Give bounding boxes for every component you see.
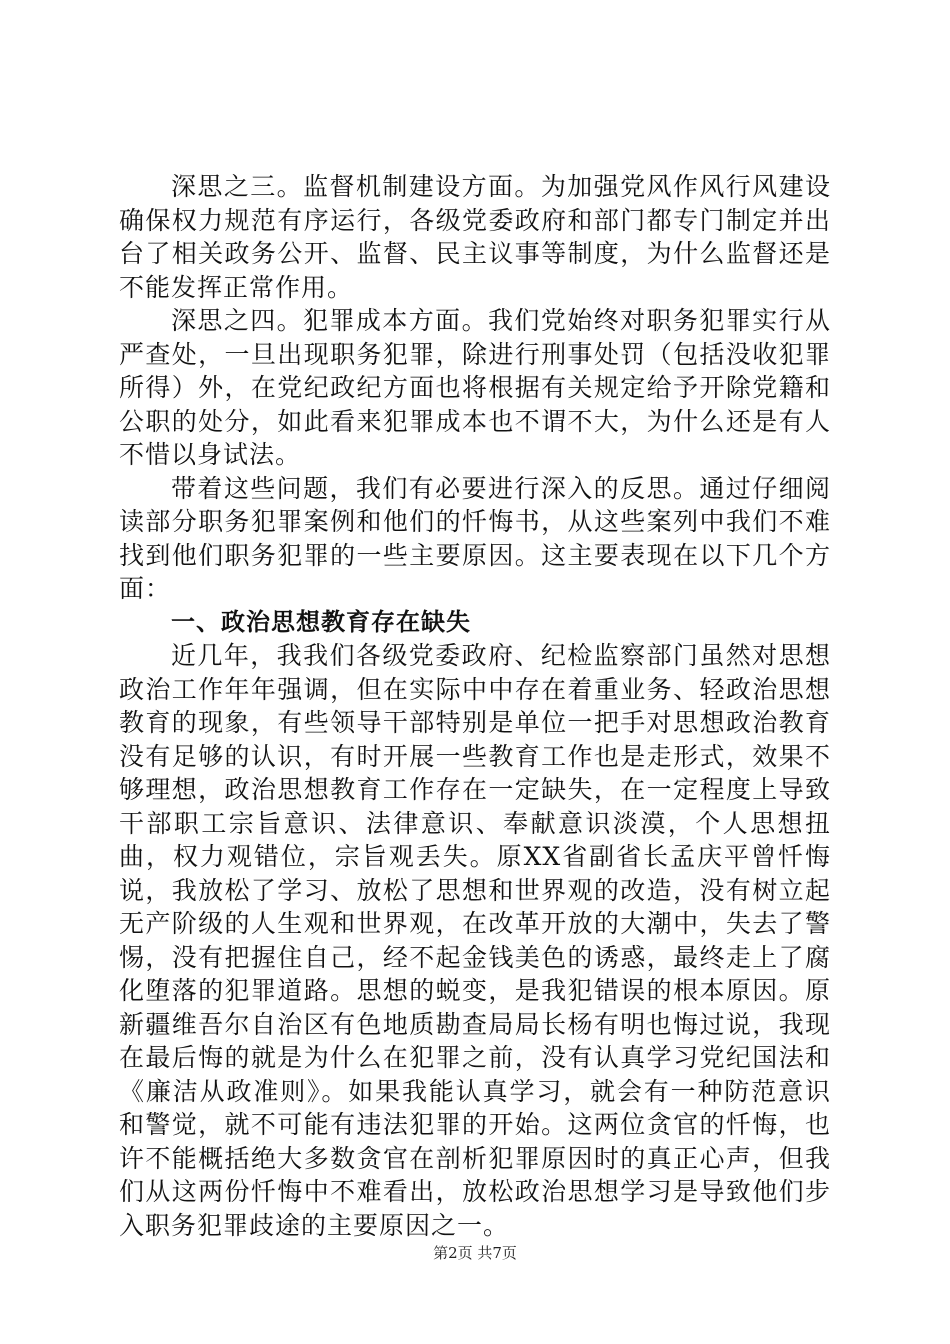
paragraph-crime-cost: 深思之四。犯罪成本方面。我们党始终对职务犯罪实行从严查处，一旦出现职务犯罪，除进行刑事处罚（包括没收犯罪所得）外，在党纪政纪方面也将根据有关规定给予开除党籍和公职的处分，如此看来犯罪成本也不谓不大，为什么还是有人不惜以身试法。 — [119, 306, 831, 469]
section-heading: 一、政治思想教育存在缺失 — [171, 607, 471, 636]
document-body — [119, 170, 831, 1242]
paragraph-reflection: 带着这些问题，我们有必要进行深入的反思。通过仔细阅读部分职务犯罪案例和他们的忏悔书，从这些案列中我们不难找到他们职务犯罪的一些主要原因。这主要表现在以下几个方面： — [119, 473, 831, 603]
paragraph-oversight-mechanism: 深思之三。监督机制建设方面。为加强党风作风行风建设确保权力规范有序运行，各级党委政府和部门都专门制定并出台了相关政务公开、监督、民主议事等制度，为什么监督还是不能发挥正常作用。 — [119, 172, 831, 302]
paragraph-political-education: 近几年，我我们各级党委政府、纪检监察部门虽然对思想政治工作年年强调，但在实际中中存在着重业务、轻政治思想教育的现象，有些领导干部特别是单位一把手对思想政治教育没有足够的认识，有时开展一些教育工作也是走形式，效果不够理想，政治思想教育工作存在一定缺失，在一定程度上导致干部职工宗旨意识、法律意识、奉献意识淡漠，个人思想扭曲，权力观错位，宗旨观丢失。原XX省副省长孟庆平曾忏悔说，我放松了学习、放松了思想和世界观的改造，没有树立起无产阶级的人生观和世界观，在改革开放的大潮中，失去了警惕，没有把握住自己，经不起金钱美色的诱惑，最终走上了腐化堕落的犯罪道路。思想的蜕变，是我犯错误的根本原因。原新疆维吾尔自治区有色地质勘查局局长杨有明也悔过说，我现在最后悔的就是为什么在犯罪之前，没有认真学习党纪国法和《廉洁从政准则》。如果我能认真学习，就会有一种防范意识和警觉，就不可能有违法犯罪的开始。这两位贪官的忏悔，也许不能概括绝大多数贪官在剖析犯罪原因时的真正心声，但我们从这两份忏悔中不难看出，放松政治思想学习是导致他们步入职务犯罪歧途的主要原因之一。 — [119, 641, 831, 1240]
page-footer: 第2页 共7页 — [433, 1244, 517, 1262]
